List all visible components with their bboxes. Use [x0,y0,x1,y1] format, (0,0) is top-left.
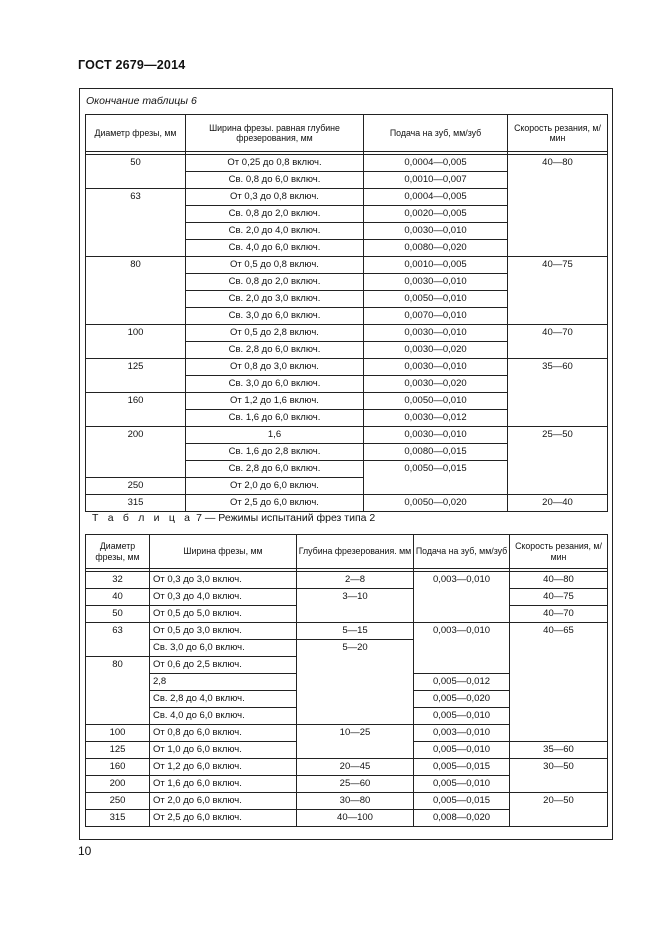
table6-cell-width: От 0,5 до 0,8 включ. [186,257,364,274]
table6-cell-width: От 0,25 до 0,8 включ. [186,155,364,172]
table6-cell-width: От 0,3 до 0,8 включ. [186,189,364,206]
table7-header-depth: Глубина фрезерования. мм [297,535,414,569]
table6-cell-speed: 40—75 [508,257,608,325]
table7-cell-diameter: 315 [86,810,150,827]
table6-cell-feed: 0,0070—0,010 [364,308,508,325]
table6-cell-diameter: 125 [86,359,186,393]
table7-cell-diameter: 200 [86,776,150,793]
table6-cell-feed: 0,0010—0,005 [364,257,508,274]
table7-cell-width: 2,8 [150,674,297,691]
table6-cell-feed: 0,0050—0,015 [364,461,508,495]
table6-cell-feed: 0,0080—0,015 [364,444,508,461]
page-number: 10 [78,844,92,858]
table7-cell-depth: 5—15 [297,623,414,640]
table6-cell-width: Св. 2,0 до 3,0 включ. [186,291,364,308]
table7-cell-depth: 40—100 [297,810,414,827]
table6-cell-speed: 40—70 [508,325,608,359]
table7-cell-width: От 0,5 до 3,0 включ. [150,623,297,640]
table7-cell-width: От 1,0 до 6,0 включ. [150,742,297,759]
table6-cell-width: Св. 0,8 до 2,0 включ. [186,274,364,291]
table6-cell-feed: 0,0050—0,010 [364,393,508,410]
table7-cell-diameter: 100 [86,725,150,742]
table7-cell-feed: 0,003—0,010 [414,623,510,674]
document-header: ГОСТ 2679—2014 [78,58,186,72]
table6-cell-width: От 2,5 до 6,0 включ. [186,495,364,512]
table6-cell-speed: 35—60 [508,359,608,427]
table6-header-speed: Скорость резания, м/мин [508,115,608,152]
table7-cell-depth: 10—25 [297,725,414,759]
table6-cell-width: Св. 0,8 до 2,0 включ. [186,206,364,223]
table7-cell-width: От 1,6 до 6,0 включ. [150,776,297,793]
table6-cell-feed: 0,0004—0,005 [364,155,508,172]
table7-header-width: Ширина фрезы, мм [150,535,297,569]
table7-cell-speed: 40—75 [510,589,608,606]
table6-cell-width: От 0,5 до 2,8 включ. [186,325,364,342]
table6-cell-diameter: 200 [86,427,186,478]
table7-cell-feed: 0,005—0,020 [414,691,510,708]
table7-header-feed: Подача на зуб, мм/зуб [414,535,510,569]
table6-cell-width: 1,6 [186,427,364,444]
table6-cell-feed: 0,0030—0,010 [364,359,508,376]
table6-cell-feed: 0,0050—0,010 [364,291,508,308]
table7-cell-depth: 30—80 [297,793,414,810]
table6-cell-feed: 0,0050—0,020 [364,495,508,512]
table7-cell-feed: 0,008—0,020 [414,810,510,827]
table6-cell-width: От 0,8 до 3,0 включ. [186,359,364,376]
table6-cell-speed: 25—50 [508,427,608,495]
table6-cell-width: От 1,2 до 1,6 включ. [186,393,364,410]
table6-cell-diameter: 50 [86,155,186,189]
table7-cell-speed: 35—60 [510,742,608,759]
table7-cell-width: От 2,5 до 6,0 включ. [150,810,297,827]
table6-cell-feed: 0,0030—0,020 [364,342,508,359]
table7-cell-diameter: 250 [86,793,150,810]
table6-cell-width: От 2,0 до 6,0 включ. [186,478,364,495]
table7-cell-speed: 20—50 [510,793,608,827]
table6-cell-width: Св. 1,6 до 2,8 включ. [186,444,364,461]
table7-cell-diameter: 50 [86,606,150,623]
table6-cell-width: Св. 3,0 до 6,0 включ. [186,308,364,325]
table6-cell-feed: 0,0030—0,010 [364,274,508,291]
table6-cell-feed: 0,0030—0,010 [364,325,508,342]
table6-cell-diameter: 315 [86,495,186,512]
table6-cell-diameter: 100 [86,325,186,359]
table6-cell-feed: 0,0030—0,012 [364,410,508,427]
table6-cell-diameter: 250 [86,478,186,495]
table6-cell-diameter: 63 [86,189,186,257]
table7 [85,534,608,827]
table7-cell-diameter: 125 [86,742,150,759]
table7-cell-width: Св. 3,0 до 6,0 включ. [150,640,297,657]
table7-cell-width: От 0,3 до 4,0 включ. [150,589,297,606]
table7-cell-diameter: 63 [86,623,150,657]
table6-cell-width: Св. 2,8 до 6,0 включ. [186,461,364,478]
table7-header-diameter: Диаметр фрезы, мм [86,535,150,569]
table6-cell-feed: 0,0080—0,020 [364,240,508,257]
table7-cell-feed: 0,003—0,010 [414,725,510,742]
table7-cell-feed: 0,005—0,010 [414,742,510,759]
table7-cell-width: Св. 2,8 до 4,0 включ. [150,691,297,708]
table6-header-width: Ширина фрезы. равная глубине фрезерования, мм [186,115,364,152]
table7-cell-depth: 5—20 [297,640,414,725]
table7-cell-width: От 1,2 до 6,0 включ. [150,759,297,776]
table7-cell-width: Св. 4,0 до 6,0 включ. [150,708,297,725]
table7-caption: Т а б л и ц а 7 — Режимы испытаний фрез типа 2 [92,512,376,524]
table6-cell-width: Св. 3,0 до 6,0 включ. [186,376,364,393]
table7-cell-depth: 2—8 [297,572,414,589]
table7-cell-feed: 0,005—0,010 [414,708,510,725]
table6-cell-feed: 0,0004—0,005 [364,189,508,206]
table6-header-feed: Подача на зуб, мм/зуб [364,115,508,152]
table7-cell-depth: 25—60 [297,776,414,793]
table7-cell-diameter: 160 [86,759,150,776]
table7-cell-diameter: 32 [86,572,150,589]
table7-cell-diameter: 80 [86,657,150,725]
table6-cell-width: Св. 1,6 до 6,0 включ. [186,410,364,427]
table6-cell-feed: 0,0020—0,005 [364,206,508,223]
table7-cell-feed: 0,003—0,010 [414,572,510,623]
table6-header-diameter: Диаметр фрезы, мм [86,115,186,152]
table7-cell-depth: 3—10 [297,589,414,623]
table6-cell-feed: 0,0030—0,010 [364,223,508,240]
table7-cell-diameter: 40 [86,589,150,606]
table7-cell-width: От 0,8 до 6,0 включ. [150,725,297,742]
table7-cell-feed: 0,005—0,010 [414,776,510,793]
table7-cell-depth: 20—45 [297,759,414,776]
table7-cell-width: От 0,5 до 5,0 включ. [150,606,297,623]
table6-caption: Окончание таблицы 6 [86,95,197,107]
table6-cell-width: Св. 0,8 до 6,0 включ. [186,172,364,189]
table6-cell-speed: 20—40 [508,495,608,512]
table7-cell-width: От 0,6 до 2,5 включ. [150,657,297,674]
table6 [85,114,608,512]
table7-cell-speed: 40—70 [510,606,608,623]
table6-cell-diameter: 160 [86,393,186,427]
table7-cell-feed: 0,005—0,015 [414,759,510,776]
table6-cell-speed: 40—80 [508,155,608,257]
table6-cell-feed: 0,0030—0,010 [364,427,508,444]
table7-cell-speed: 30—50 [510,759,608,793]
table7-cell-width: От 2,0 до 6,0 включ. [150,793,297,810]
table7-cell-feed: 0,005—0,012 [414,674,510,691]
table6-cell-width: Св. 2,8 до 6,0 включ. [186,342,364,359]
table6-cell-feed: 0,0030—0,020 [364,376,508,393]
table7-cell-feed: 0,005—0,015 [414,793,510,810]
table6-cell-width: Св. 4,0 до 6,0 включ. [186,240,364,257]
table6-cell-feed: 0,0010—0,007 [364,172,508,189]
table6-cell-diameter: 80 [86,257,186,325]
table6-cell-width: Св. 2,0 до 4,0 включ. [186,223,364,240]
table7-header-speed: Скорость резания, м/мин [510,535,608,569]
table7-cell-speed: 40—80 [510,572,608,589]
table7-cell-speed: 40—65 [510,623,608,742]
table7-cell-width: От 0,3 до 3,0 включ. [150,572,297,589]
